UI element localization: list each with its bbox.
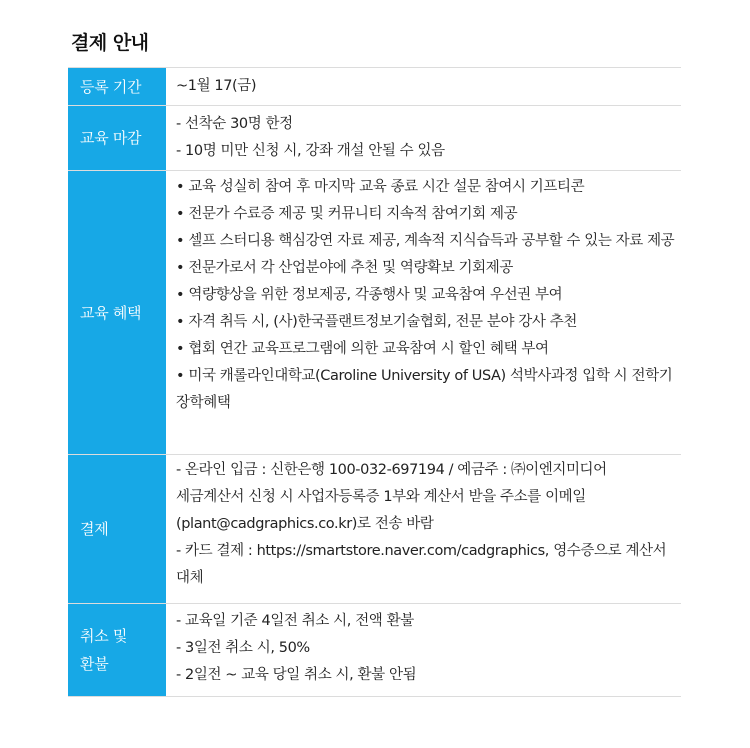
content-line: - 10명 미만 신청 시, 강좌 개설 안될 수 있음 xyxy=(176,143,445,159)
content-line: - 선착순 30명 한정 xyxy=(176,116,293,132)
row-registration-period xyxy=(68,67,681,106)
row-label: 취소 및 환불 xyxy=(68,604,166,696)
row-cancellation-refund xyxy=(68,604,681,697)
content-line: - 3일전 취소 시, 50% xyxy=(176,640,310,656)
row-label: 교육 마감 xyxy=(68,106,166,170)
info-table xyxy=(68,67,681,697)
row-payment xyxy=(68,455,681,604)
row-label: 등록 기간 xyxy=(68,68,166,105)
content-line: - 교육일 기준 4일전 취소 시, 전액 환불 xyxy=(176,613,414,629)
row-content xyxy=(166,106,681,170)
content-line: • 교육 성실히 참여 후 마지막 교육 종료 시간 설문 참여시 기프티콘 xyxy=(176,179,585,195)
row-label: 결제 xyxy=(68,455,166,603)
content-line: • 역량향상을 위한 정보제공, 각종행사 및 교육참여 우선권 부여 xyxy=(176,287,563,303)
content-line: • 자격 취득 시, (사)한국플랜트정보기술협회, 전문 분야 강사 추천 xyxy=(176,314,577,330)
row-education-benefits xyxy=(68,171,681,455)
content-line: ~1월 17(금) xyxy=(176,78,257,94)
row-enrollment-deadline xyxy=(68,106,681,171)
row-content xyxy=(166,604,681,696)
content-line: - 온라인 입금 : 신한은행 100-032-697194 / 예금주 : ㈜이엔지미디어 세금계산서 신청 시 사업자등록증 1부와 계산서 받을 주소를 이메일(plant@cadgraphics.co.kr)로 전송 바람 xyxy=(176,462,607,532)
page-title: 결제 안내 xyxy=(71,32,149,54)
row-label: 교육 혜택 xyxy=(68,171,166,454)
content-line: • 미국 캐롤라인대학교(Caroline University of USA) 석박사과정 입학 시 전학기 장학혜택 xyxy=(176,368,673,411)
content-line: • 전문가 수료증 제공 및 커뮤니티 지속적 참여기회 제공 xyxy=(176,206,518,222)
row-content xyxy=(166,171,681,454)
content-line: • 전문가로서 각 산업분야에 추천 및 역량확보 기회제공 xyxy=(176,260,513,276)
row-content xyxy=(166,68,681,105)
row-content xyxy=(166,455,681,603)
content-line: - 2일전 ~ 교육 당일 취소 시, 환불 안됨 xyxy=(176,667,417,683)
content-line: - 카드 결제 : https://smartstore.naver.com/cadgraphics, 영수증으로 계산서 대체 xyxy=(176,543,667,586)
content-line: • 협회 연간 교육프로그램에 의한 교육참여 시 할인 혜택 부여 xyxy=(176,341,549,357)
content-line: • 셀프 스터디용 핵심강연 자료 제공, 계속적 지식습득과 공부할 수 있는 자료 제공 xyxy=(176,233,675,249)
